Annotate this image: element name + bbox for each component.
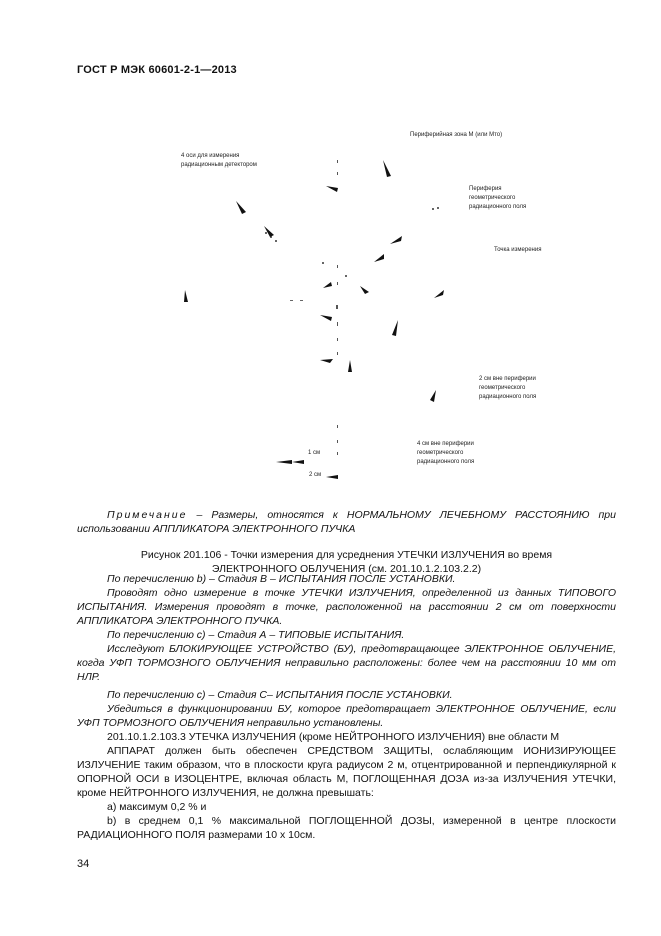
- label-periphery-line2: геометрического: [469, 195, 516, 201]
- arrow-marker: [374, 254, 384, 262]
- label-two-cm: 2 см: [309, 472, 322, 478]
- label-two-cm-line2: геометрического: [479, 385, 526, 391]
- paragraph: АППАРАТ должен быть обеспечен СРЕДСТВОМ ЗАЩИТЫ, ослабляющим ИОНИЗИРУЮЩЕЕ ИЗЛУЧЕНИЕ таким образом, что в плоскости круга радиусом 2 м, отцентрированной и перпендикулярной к ОПОРНОЙ ОСИ в ИЗОЦЕНТРЕ, включая область М, ПОГЛОЩЕННАЯ ДОЗА из-за ИЗЛУЧЕНИЯ УТЕЧКИ, кроме НЕЙТРОННОГО ИЗЛУЧЕНИЯ, не должна превышать:: [77, 745, 616, 799]
- label-periphery-line1: Периферия: [469, 186, 502, 192]
- label-four-cm-outside: [417, 440, 474, 467]
- arrow-marker: [326, 475, 338, 479]
- arrow-marker: [390, 236, 402, 244]
- arrow-marker: [326, 186, 338, 192]
- paragraph: Проводят одно измерение в точке УТЕЧКИ ИЗЛУЧЕНИЯ, определенной из данных ТИПОВОГО ИСПЫТАНИЯ. Измерения проводят в точке, расположенной на расстоянии 2 см от поверхности АППЛИКАТОРА ЭЛЕКТРОННОГО ПУЧКА.: [77, 587, 616, 627]
- arrow-marker: [392, 320, 398, 336]
- arrow-marker: [320, 359, 333, 363]
- paragraph: 201.10.1.2.103.3 УТЕЧКА ИЗЛУЧЕНИЯ (кроме НЕЙТРОННОГО ИЗЛУЧЕНИЯ) вне области М: [107, 731, 560, 743]
- label-periphery-line3: радиационного поля: [469, 204, 527, 210]
- label-four-cm-line3: радиационного поля: [417, 459, 475, 465]
- note-text: – Размеры, относятся к НОРМАЛЬНОМУ ЛЕЧЕБНОМУ РАССТОЯНИЮ при использовании АППЛИКАТОРА ЭЛЕКТРОННОГО ПУЧКА: [77, 509, 616, 535]
- caption-line1: Рисунок 201.106 - Точки измерения для усреднения УТЕЧКИ ИЗЛУЧЕНИЯ во время: [140, 549, 553, 561]
- diagonal-axis-dots: [265, 207, 439, 301]
- arrow-marker: [236, 201, 246, 214]
- label-axes-line1: 4 оси для измерения: [181, 153, 240, 159]
- document-header: ГОСТ Р МЭК 60601-2-1—2013: [77, 64, 237, 76]
- caption-line2: ЭЛЕКТРОННОГО ОБЛУЧЕНИЯ (см. 201.10.1.2.103.2.2): [211, 563, 482, 575]
- paragraph: b) в среднем 0,1 % максимальной ПОГЛОЩЕННОЙ ДОЗЫ, измеренной в центре плоскости РАДИАЦИОННОГО ПОЛЯ размерами 10 х 10см.: [77, 815, 616, 841]
- body-text: [77, 572, 616, 684]
- paragraph: Исследуют БЛОКИРУЮЩЕЕ УСТРОЙСТВО (БУ), предотвращающее ЭЛЕКТРОННОЕ ОБЛУЧЕНИЕ, когда УФП ТОРМОЗНОГО ОБЛУЧЕНИЯ неправильно расположены: более чем на расстоянии 10 мм от НЛР.: [77, 643, 616, 683]
- arrow-marker: [430, 390, 436, 402]
- paragraph: Убедиться в функционировании БУ, которое предотвращает ЭЛЕКТРОННОЕ ОБЛУЧЕНИЕ, если УФП ТОРМОЗНОГО ОБЛУЧЕНИЯ неправильно установлены.: [77, 703, 616, 729]
- measurement-arrows: [184, 160, 444, 479]
- label-two-cm-outside: [479, 375, 536, 402]
- figure-note: [77, 508, 616, 536]
- label-four-cm-line2: геометрического: [417, 450, 464, 456]
- label-axes: [181, 152, 257, 170]
- page-number: 34: [77, 858, 90, 870]
- arrow-marker: [184, 290, 188, 302]
- label-two-cm-line3: радиационного поля: [479, 394, 537, 400]
- arrow-marker: [434, 290, 444, 298]
- arrow-marker: [383, 160, 391, 177]
- paragraph: По перечислению с) – Стадия С– ИСПЫТАНИЯ ПОСЛЕ УСТАНОВКИ.: [107, 689, 453, 701]
- label-four-cm-line1: 4 см вне периферии: [417, 441, 474, 447]
- label-two-cm-line1: 2 см вне периферии: [479, 376, 536, 382]
- arrow-marker: [264, 226, 274, 237]
- paragraph: а) максимум 0,2 % и: [107, 801, 207, 813]
- arrow-marker: [320, 315, 332, 321]
- arrow-marker: [360, 286, 369, 294]
- arrow-marker: [323, 282, 332, 288]
- vertical-axis-dots: [336, 160, 338, 455]
- label-axes-line2: радиационным детектором: [181, 162, 257, 168]
- note-lead: Примечание: [107, 509, 188, 521]
- label-one-cm: 1 см: [308, 450, 321, 456]
- paragraph: По перечислению с) – Стадия А – ТИПОВЫЕ ИСПЫТАНИЯ.: [107, 629, 405, 641]
- label-measurement-point: Точка измерения: [494, 247, 542, 253]
- paragraph: По перечислению b) – Стадия В – ИСПЫТАНИЯ ПОСЛЕ УСТАНОВКИ.: [107, 573, 456, 585]
- label-periphery: [469, 185, 526, 212]
- body-text-2: [77, 688, 616, 842]
- arrow-marker: [292, 460, 304, 464]
- arrow-marker: [348, 360, 352, 372]
- label-peripheral-zone: Периферийная зона М (или Мто): [410, 132, 503, 138]
- arrow-marker: [276, 460, 292, 464]
